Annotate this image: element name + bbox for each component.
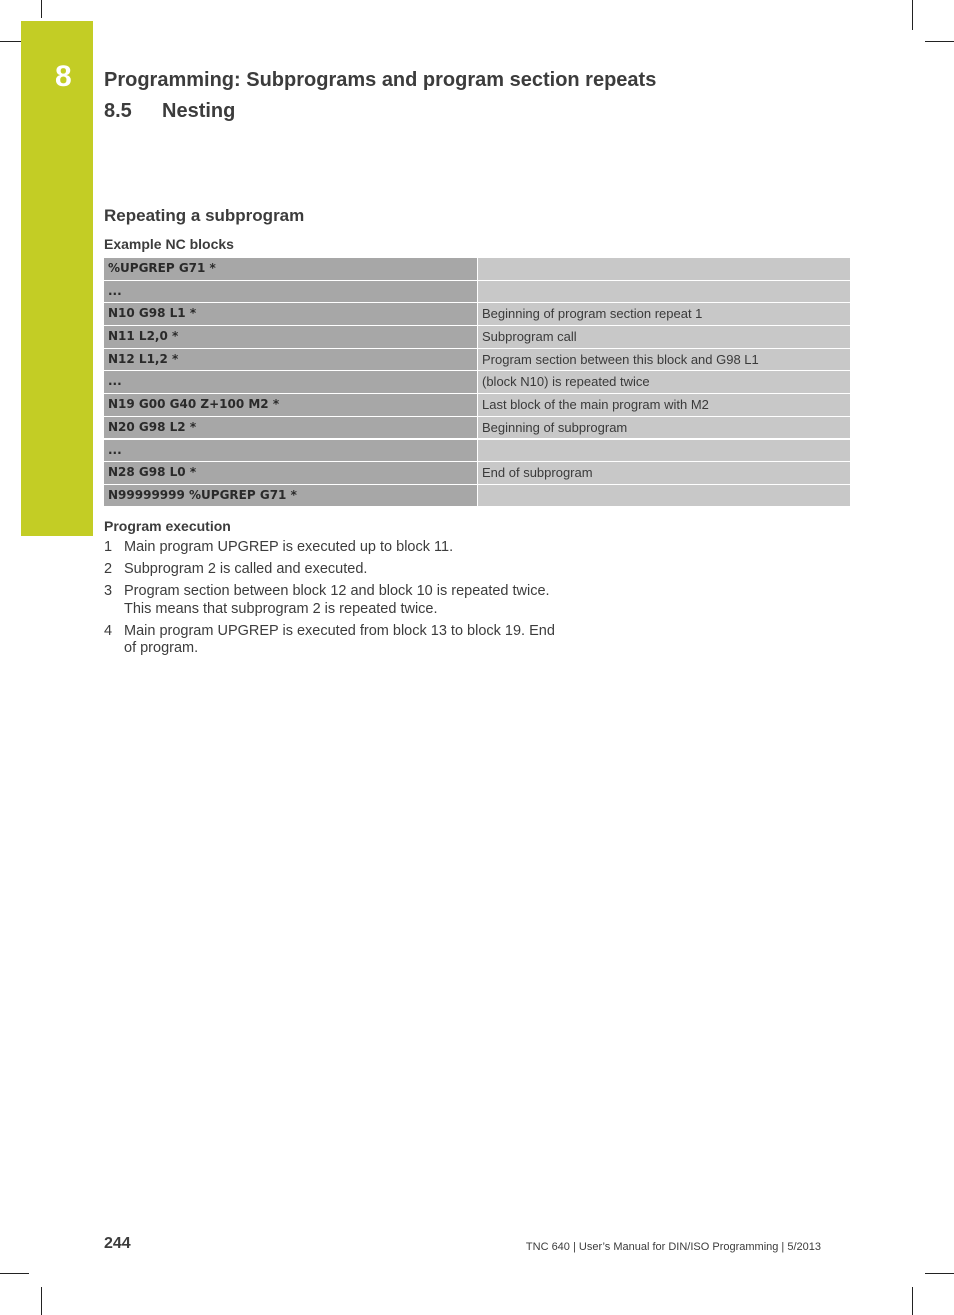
crop-mark bbox=[41, 0, 42, 18]
nc-description-cell: Program section between this block and G98 L1 bbox=[478, 349, 850, 371]
table-row bbox=[104, 462, 850, 484]
section-title: Nesting bbox=[162, 100, 236, 122]
nc-description-cell: Last block of the main program with M2 bbox=[478, 394, 850, 416]
section-number: 8.5 bbox=[104, 100, 132, 122]
table-row bbox=[104, 440, 850, 462]
crop-mark bbox=[912, 1287, 913, 1315]
nc-description-cell: End of subprogram bbox=[478, 462, 850, 484]
nc-description-cell: Subprogram call bbox=[478, 326, 850, 348]
chapter-tab bbox=[21, 21, 93, 536]
subsection-heading: Repeating a subprogram bbox=[104, 206, 305, 225]
crop-mark bbox=[41, 1287, 42, 1315]
footer-text: TNC 640 | User’s Manual for DIN/ISO Programming | 5/2013 bbox=[525, 1241, 821, 1253]
step-number: 3 bbox=[104, 583, 113, 599]
table-row bbox=[104, 417, 850, 439]
table-row bbox=[104, 349, 850, 371]
table-row bbox=[104, 394, 850, 416]
execution-label: Program execution bbox=[104, 518, 231, 534]
crop-mark bbox=[925, 1273, 954, 1274]
nc-description-cell bbox=[478, 258, 850, 280]
nc-code-cell: N19 G00 G40 Z+100 M2 * bbox=[104, 394, 477, 416]
nc-blocks-table bbox=[104, 258, 850, 508]
nc-code-cell: N20 G98 L2 * bbox=[104, 417, 477, 439]
step-number: 1 bbox=[104, 539, 113, 555]
crop-mark bbox=[0, 41, 21, 42]
step-number: 4 bbox=[104, 622, 113, 639]
crop-mark bbox=[0, 1273, 29, 1274]
list-item bbox=[104, 623, 564, 658]
step-text: Program section between block 12 and block 10 is repeated twice. This means that subprogram 2 is repeated twice. bbox=[124, 583, 550, 617]
list-item bbox=[104, 583, 564, 618]
crop-mark bbox=[912, 0, 913, 30]
execution-steps-list bbox=[104, 539, 564, 662]
list-item bbox=[104, 539, 564, 557]
nc-code-cell: ... bbox=[104, 281, 477, 303]
example-label: Example NC blocks bbox=[104, 236, 234, 252]
nc-code-cell: N10 G98 L1 * bbox=[104, 303, 477, 325]
nc-description-cell bbox=[478, 281, 850, 303]
nc-code-cell: N12 L1,2 * bbox=[104, 349, 477, 371]
step-text: Main program UPGREP is executed up to block 11. bbox=[124, 539, 454, 555]
nc-code-cell: N11 L2,0 * bbox=[104, 326, 477, 348]
nc-code-cell: ... bbox=[104, 371, 477, 393]
table-row bbox=[104, 258, 850, 280]
table-row bbox=[104, 281, 850, 303]
step-number: 2 bbox=[104, 561, 113, 577]
page-number: 244 bbox=[104, 1235, 131, 1252]
chapter-title: Programming: Subprograms and program section repeats bbox=[104, 69, 657, 91]
section-heading bbox=[104, 99, 235, 123]
nc-code-cell: %UPGREP G71 * bbox=[104, 258, 477, 280]
nc-code-cell: N28 G98 L0 * bbox=[104, 462, 477, 484]
step-text: Main program UPGREP is executed from block 13 to block 19. End of program. bbox=[124, 622, 555, 656]
nc-description-cell: (block N10) is repeated twice bbox=[478, 371, 850, 393]
crop-mark bbox=[925, 41, 954, 42]
list-item bbox=[104, 561, 564, 579]
table-row bbox=[104, 303, 850, 325]
nc-description-cell: Beginning of subprogram bbox=[478, 417, 850, 439]
nc-description-cell bbox=[478, 485, 850, 507]
chapter-number: 8 bbox=[55, 60, 72, 93]
nc-code-cell: ... bbox=[104, 440, 477, 462]
table-row bbox=[104, 371, 850, 393]
step-text: Subprogram 2 is called and executed. bbox=[124, 561, 368, 577]
table-row bbox=[104, 485, 850, 507]
nc-description-cell: Beginning of program section repeat 1 bbox=[478, 303, 850, 325]
nc-code-cell: N99999999 %UPGREP G71 * bbox=[104, 485, 477, 507]
nc-description-cell bbox=[478, 440, 850, 462]
table-row bbox=[104, 326, 850, 348]
